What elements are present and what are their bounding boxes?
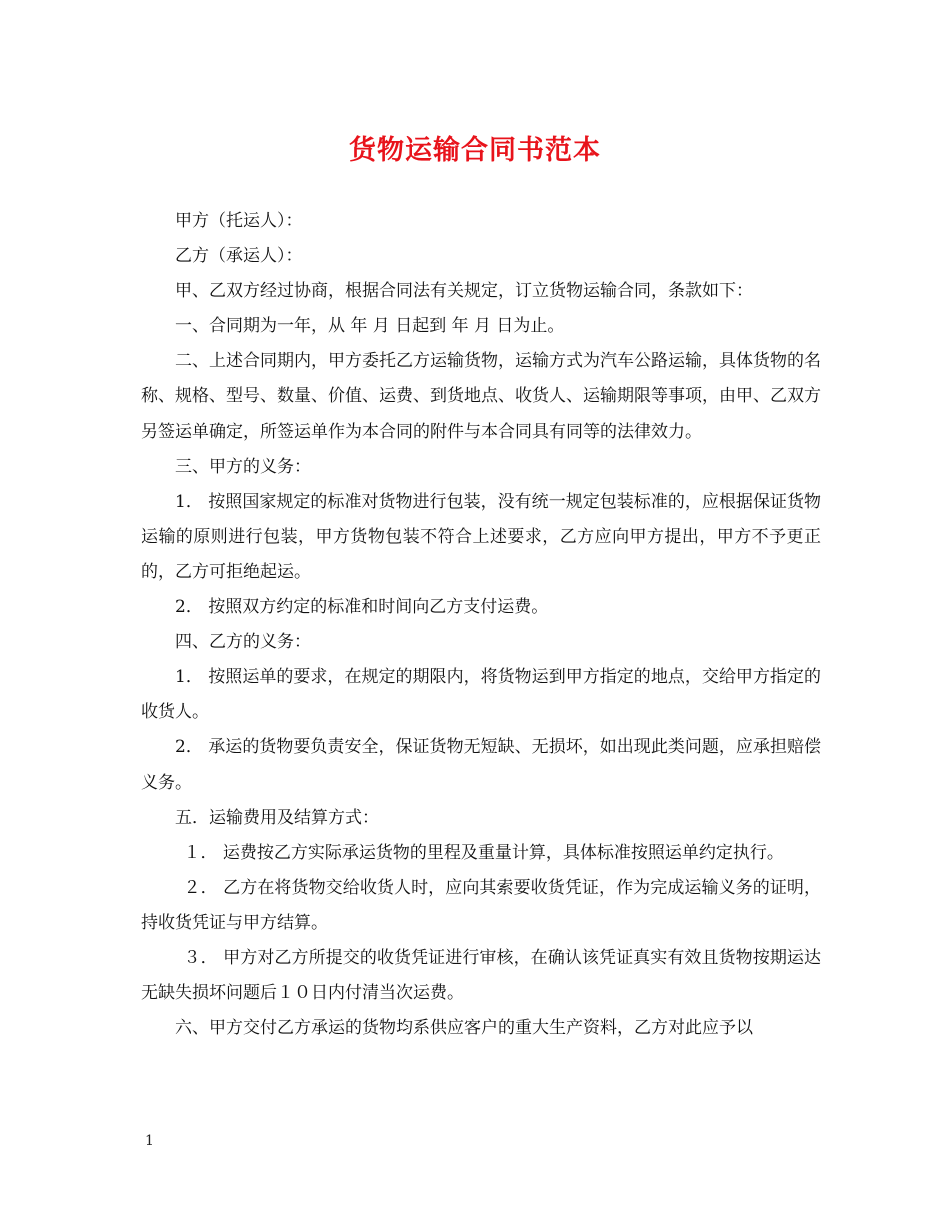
document-title: 货物运输合同书范本 (349, 135, 601, 166)
clause-3-heading: 三、甲方的义务： (175, 456, 311, 477)
document-body (141, 204, 821, 1046)
clause-5-heading: 五．运输费用及结算方式： (175, 807, 379, 828)
clause-3-item-1: 1． 按照国家规定的标准对货物进行包装，没有统一规定包装标准的，应根据保证货物运输的原则进行包装，甲方货物包装不符合上述要求，乙方应向甲方提出，甲方不予更正的，乙方可拒绝起运。 (141, 491, 821, 582)
clause-4-heading: 四、乙方的义务： (175, 632, 311, 653)
party-a-line: 甲方（托运人）： (175, 211, 303, 231)
clause-4-item-1: 1． 按照运单的要求，在规定的期限内，将货物运到甲方指定的地点，交给甲方指定的收货人。 (141, 667, 821, 723)
preamble-paragraph: 甲、乙双方经过协商，根据合同法有关规定，订立货物运输合同，条款如下： (175, 281, 753, 302)
clause-5-item-2: ２． 乙方在将货物交给收货人时，应向其索要收货凭证，作为完成运输义务的证明，持收货凭证与甲方结算。 (141, 877, 821, 933)
clause-4-item-2: 2． 承运的货物要负责安全，保证货物无短缺、无损坏，如出现此类问题，应承担赔偿义务。 (141, 737, 821, 793)
clause-5-item-3: ３． 甲方对乙方所提交的收货凭证进行审核，在确认该凭证真实有效且货物按期运达无缺失损坏问题后１０日内付清当次运费。 (141, 947, 821, 1004)
page-number: 1 (145, 1133, 154, 1149)
clause-2-paragraph: 二、上述合同期内，甲方委托乙方运输货物，运输方式为汽车公路运输，具体货物的名称、规格、型号、数量、价值、运费、到货地点、收货人、运输期限等事项，由甲、乙双方另签运单确定，所签运单作为本合同的附件与本合同具有同等的法律效力。 (141, 351, 821, 442)
clause-1-paragraph: 一、合同期为一年，从 年 月 日起到 年 月 日为止。 (175, 316, 565, 337)
clause-5-item-1: １． 运费按乙方实际承运货物的里程及重量计算，具体标准按照运单约定执行。 (183, 842, 784, 863)
party-b-line: 乙方（承运人）： (175, 246, 303, 267)
clause-6-paragraph: 六、甲方交付乙方承运的货物均系供应客户的重大生产资料，乙方对此应予以 (175, 1018, 753, 1039)
clause-3-item-2: 2． 按照双方约定的标准和时间向乙方支付运费。 (175, 597, 549, 618)
